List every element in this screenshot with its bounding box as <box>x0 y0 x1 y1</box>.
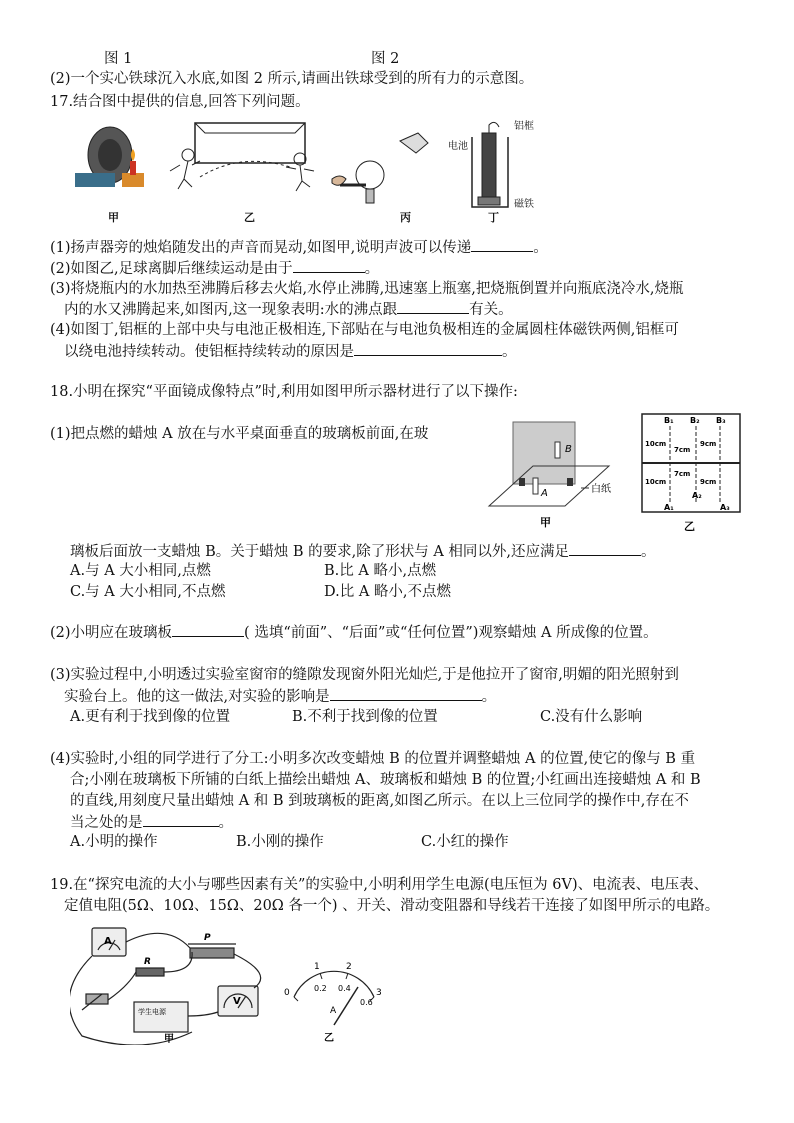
dial-top-1: 1 <box>314 962 320 972</box>
label-A3: A₃ <box>720 503 730 512</box>
answer-blank[interactable] <box>172 622 244 637</box>
fig2-caption: 图 2 <box>371 51 400 67</box>
q18-2: (2)小明应在玻璃板 ( 选填“前面”、“后面”或“任何位置”)观察蜡烛 A 所成像的位置。 <box>50 622 658 643</box>
label-B2: B₂ <box>690 416 700 425</box>
q17-cap-bing: 丙 <box>400 211 411 224</box>
slider-label: P <box>204 933 211 943</box>
label-B1: B₁ <box>664 416 674 425</box>
answer-blank[interactable] <box>354 341 502 356</box>
dist-10cm-bottom: 10cm <box>645 478 667 486</box>
label-B: B <box>565 444 572 455</box>
q19-line2: 定值电阻(5Ω、10Ω、15Ω、20Ω 各一个) 、开关、滑动变阻器和导线若干连接了如图甲所示的电路。 <box>64 898 720 914</box>
dial-top-3: 3 <box>376 988 382 998</box>
q17-4b: 以绕电池持续转动。使铝框持续转动的原因是 。 <box>64 341 517 362</box>
q18-1-optA: A.与 A 大小相同,点燃 <box>70 563 211 579</box>
dial-bottom-0.4: 0.4 <box>338 984 351 993</box>
q18-4a: (4)实验时,小组的同学进行了分工:小明多次改变蜡烛 B 的位置并调整蜡烛 A 的位置,使它的像与 B 重 <box>50 751 696 767</box>
speaker-candle-figure <box>75 127 144 187</box>
football-figure <box>170 123 314 191</box>
q17-cap-jia: 甲 <box>108 211 119 224</box>
q17-1: (1)扬声器旁的烛焰随发出的声音而晃动,如图甲,说明声波可以传递 。 <box>50 237 548 258</box>
dist-7cm-bottom: 7cm <box>674 470 691 478</box>
q17-figures <box>70 115 550 225</box>
answer-blank[interactable] <box>471 237 533 252</box>
q18-4-optC: C.小红的操作 <box>421 834 509 850</box>
q18-3-optC: C.没有什么影响 <box>540 709 643 725</box>
q17-2: (2)如图乙,足球离脚后继续运动是由于 。 <box>50 258 379 279</box>
dist-10cm-top: 10cm <box>645 440 667 448</box>
q17-3a: (3)将烧瓶内的水加热至沸腾后移去火焰,水停止沸腾,迅速塞上瓶塞,把烧瓶倒置并向瓶底浇冷水,烧瓶 <box>50 281 684 297</box>
q18-1a: (1)把点燃的蜡烛 A 放在与水平桌面垂直的玻璃板前面,在玻 <box>50 426 429 442</box>
q17-stem: 17.结合图中提供的信息,回答下列问题。 <box>50 94 310 110</box>
label-B3: B₃ <box>716 416 726 425</box>
mirror-setup-figure <box>485 418 615 530</box>
answer-blank[interactable] <box>330 686 482 701</box>
frame-label: 铝框 <box>514 121 534 132</box>
q16-part2: (2)一个实心铁球沉入水底,如图 2 所示,请画出铁球受到的所有力的示意图。 <box>50 71 534 87</box>
q17-3b: 内的水又沸腾起来,如图丙,这一现象表明:水的沸点跟 有关。 <box>64 299 513 320</box>
q18-1b: 璃板后面放一支蜡烛 B。关于蜡烛 B 的要求,除了形状与 A 相同以外,还应满足 。 <box>70 541 656 562</box>
q18-3-optB: B.不利于找到像的位置 <box>292 709 438 725</box>
q18-4d: 当之处的是 。 <box>70 812 233 833</box>
label-paper: 白纸 <box>591 484 611 495</box>
circuit-figure <box>70 920 280 1045</box>
dist-9cm-top: 9cm <box>700 440 717 448</box>
answer-blank[interactable] <box>143 812 219 827</box>
q18-4-optA: A.小明的操作 <box>70 834 158 850</box>
dial-bottom-0.2: 0.2 <box>314 984 327 993</box>
resistor-label: R <box>144 957 151 967</box>
dial-top-0: 0 <box>284 988 290 998</box>
dist-7cm-top: 7cm <box>674 446 691 454</box>
q18-4c: 的直线,用刻度尺量出蜡烛 A 和 B 到玻璃板的距离,如图乙所示。在以上三位同学的操作中,存在不 <box>70 793 689 809</box>
voltmeter-label: V <box>233 996 241 1007</box>
ammeter-dial-figure <box>280 955 390 1045</box>
label-A: A <box>541 488 548 499</box>
battery-frame-figure <box>472 122 508 207</box>
flask-figure <box>332 133 428 203</box>
label-A1: A₁ <box>664 503 674 512</box>
q17-cap-ding: 丁 <box>488 211 499 224</box>
circuit-caption: 甲 <box>164 1034 174 1045</box>
q18-stem: 18.小明在探究“平面镜成像特点”时,利用如图甲所示器材进行了以下操作: <box>50 384 518 400</box>
q18-3a: (3)实验过程中,小明透过实验室窗帘的缝隙发现窗外阳光灿烂,于是他拉开了窗帘,明媚的阳光照射到 <box>50 667 679 683</box>
q17-cap-yi: 乙 <box>244 211 255 224</box>
q18-3b: 实验台上。他的这一做法,对实验的影响是 。 <box>64 686 496 707</box>
magnet-label: 磁铁 <box>514 199 534 210</box>
supply-label: 学生电源 <box>138 1008 166 1016</box>
fig1-caption: 图 1 <box>104 51 133 67</box>
q18-4b: 合;小刚在玻璃板下所铺的白纸上描绘出蜡烛 A、玻璃板和蜡烛 B 的位置;小红画出连接蜡烛 A 和 B <box>70 772 701 788</box>
q19-line1: 19.在“探究电流的大小与哪些因素有关”的实验中,小明利用学生电源(电压恒为 6V)、电流表、电压表、 <box>50 877 709 893</box>
fig-jia-caption: 甲 <box>540 516 551 529</box>
answer-blank[interactable] <box>293 258 365 273</box>
q18-1-optD: D.比 A 略小,不点燃 <box>324 584 452 600</box>
dial-caption: 乙 <box>324 1033 334 1044</box>
dist-9cm-bottom: 9cm <box>700 478 717 486</box>
answer-blank[interactable] <box>397 299 469 314</box>
q18-1-optB: B.比 A 略小,点燃 <box>324 563 437 579</box>
dial-unit: A <box>330 1006 337 1016</box>
ammeter-label: A <box>104 936 112 947</box>
dial-top-2: 2 <box>346 962 352 972</box>
q18-1-optC: C.与 A 大小相同,不点燃 <box>70 584 226 600</box>
q18-3-optA: A.更有利于找到像的位置 <box>70 709 231 725</box>
dial-bottom-0.6: 0.6 <box>360 998 373 1007</box>
answer-blank[interactable] <box>569 541 641 556</box>
label-A2: A₂ <box>692 491 702 500</box>
fig-yi-caption: 乙 <box>684 520 695 533</box>
image-distance-figure <box>640 412 742 534</box>
battery-label: 电池 <box>448 141 468 152</box>
q17-4a: (4)如图丁,铝框的上部中央与电池正极相连,下部贴在与电池负极相连的金属圆柱体磁铁两侧,铝框可 <box>50 322 679 338</box>
q18-4-optB: B.小刚的操作 <box>236 834 324 850</box>
